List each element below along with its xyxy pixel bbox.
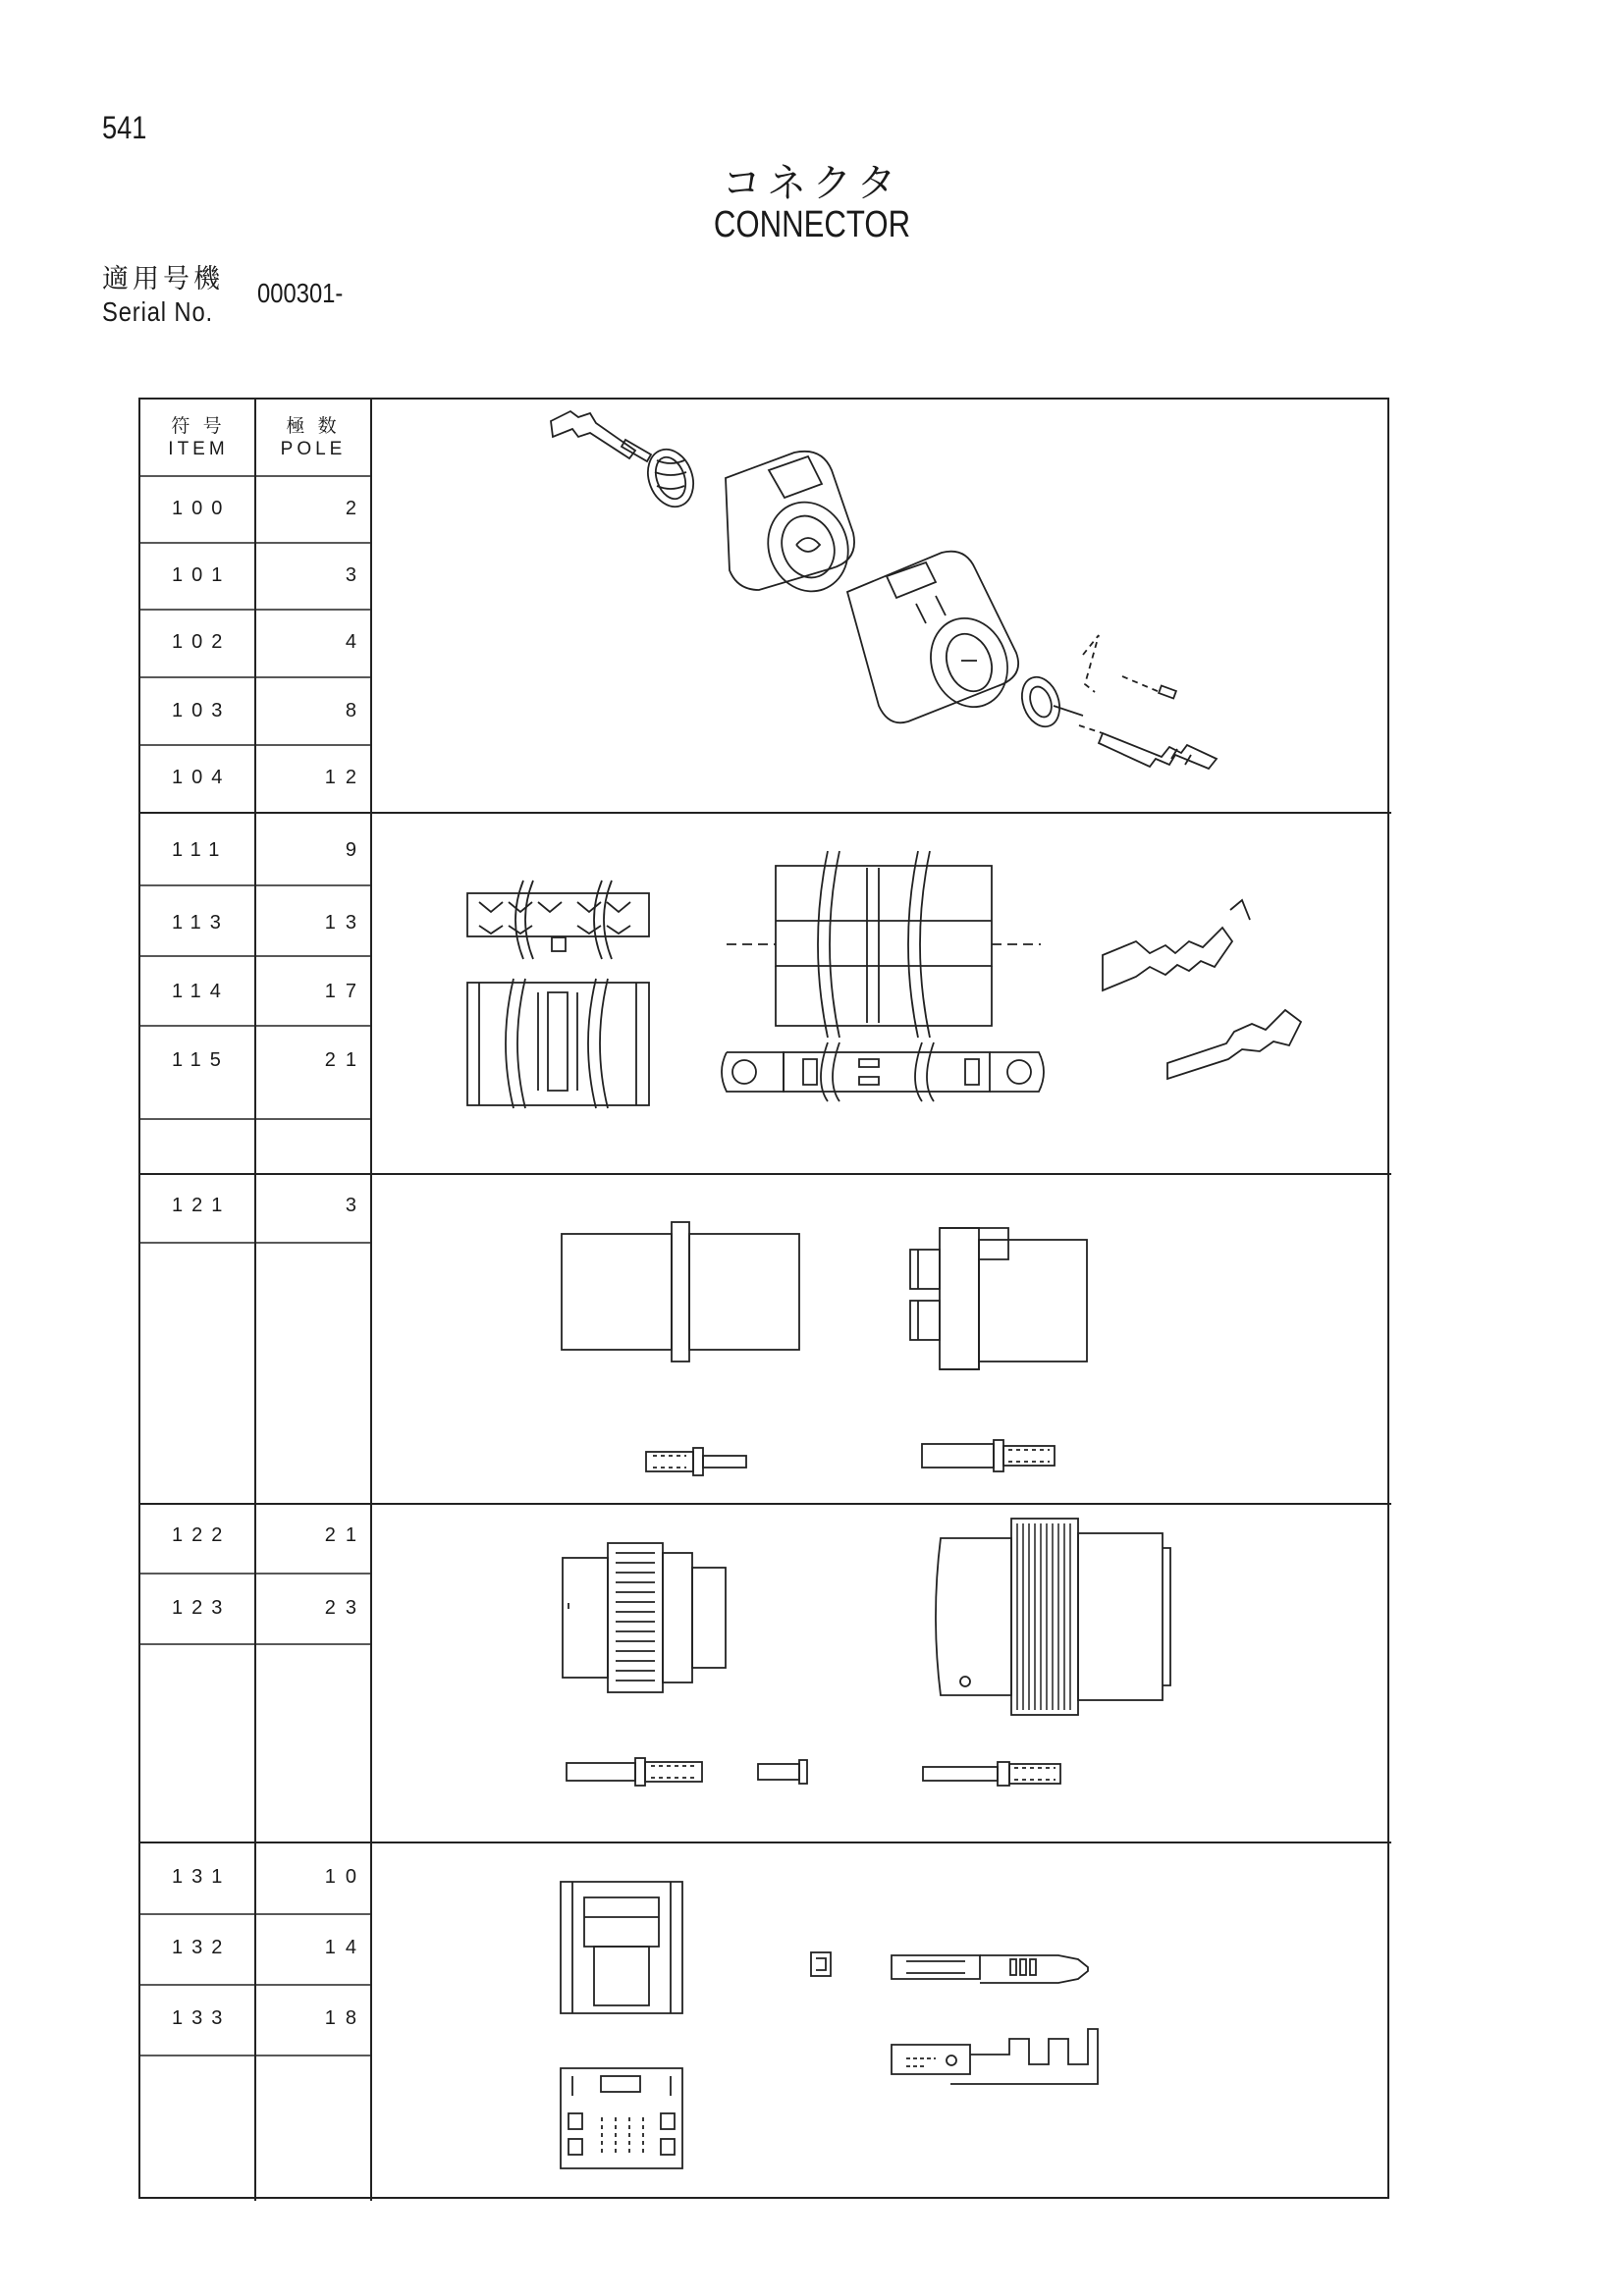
rectangular-connector-illustration <box>467 851 1301 1108</box>
pole-cell: 18 <box>324 2007 366 2029</box>
item-cell: 133 <box>172 2007 232 2029</box>
item-cell: 103 <box>172 700 232 721</box>
item-cell: 115 <box>172 1049 230 1071</box>
pole-cell: 21 <box>324 1524 366 1546</box>
pole-cell: 10 <box>324 1866 366 1888</box>
pole-cell: 3 <box>345 564 366 586</box>
item-cell: 122 <box>172 1524 232 1546</box>
header-item-en: ITEM <box>168 439 229 459</box>
pole-cell: 8 <box>345 700 366 721</box>
header-pole-jp: 極 数 <box>286 416 341 437</box>
pole-cell: 23 <box>324 1597 366 1619</box>
item-cell: 113 <box>172 912 230 934</box>
item-cell: 121 <box>172 1195 232 1216</box>
item-cell: 100 <box>172 498 232 519</box>
pole-cell: 21 <box>324 1049 366 1071</box>
serial-label-en: Serial No. <box>102 296 213 327</box>
page-title-en: CONNECTOR <box>713 204 911 245</box>
header-item-jp: 符 号 <box>171 416 226 437</box>
flat-connector-illustration <box>561 1882 1098 2168</box>
pole-cell: 3 <box>345 1195 366 1216</box>
serial-label-jp: 適用号機 <box>102 264 224 294</box>
item-cell: 123 <box>172 1597 232 1619</box>
pole-cell: 2 <box>345 498 366 519</box>
serial-value: 000301- <box>257 278 344 308</box>
three-pole-connector-illustration <box>562 1222 1087 1475</box>
page-number: 541 <box>102 110 147 145</box>
pole-cell: 17 <box>324 981 366 1002</box>
pole-cell: 4 <box>345 631 366 653</box>
item-cell: 101 <box>172 564 232 586</box>
pole-cell: 13 <box>324 912 366 934</box>
page-title-jp: コネクタ <box>722 162 902 205</box>
pole-cell: 12 <box>324 767 366 788</box>
item-cell: 131 <box>172 1866 232 1888</box>
header-pole-en: POLE <box>280 439 347 459</box>
item-cell: 114 <box>172 981 230 1002</box>
item-cell: 104 <box>172 767 232 788</box>
circular-connector-exploded-illustration <box>551 411 1217 769</box>
item-cell: 102 <box>172 631 232 653</box>
item-cell: 132 <box>172 1937 232 1958</box>
table-grid-and-illustrations <box>140 400 1391 2201</box>
parts-table <box>138 398 1389 2199</box>
pole-cell: 9 <box>345 839 366 861</box>
item-cell: 111 <box>172 839 229 861</box>
pole-cell: 14 <box>324 1937 366 1958</box>
round-multipin-connector-illustration <box>563 1519 1170 1786</box>
